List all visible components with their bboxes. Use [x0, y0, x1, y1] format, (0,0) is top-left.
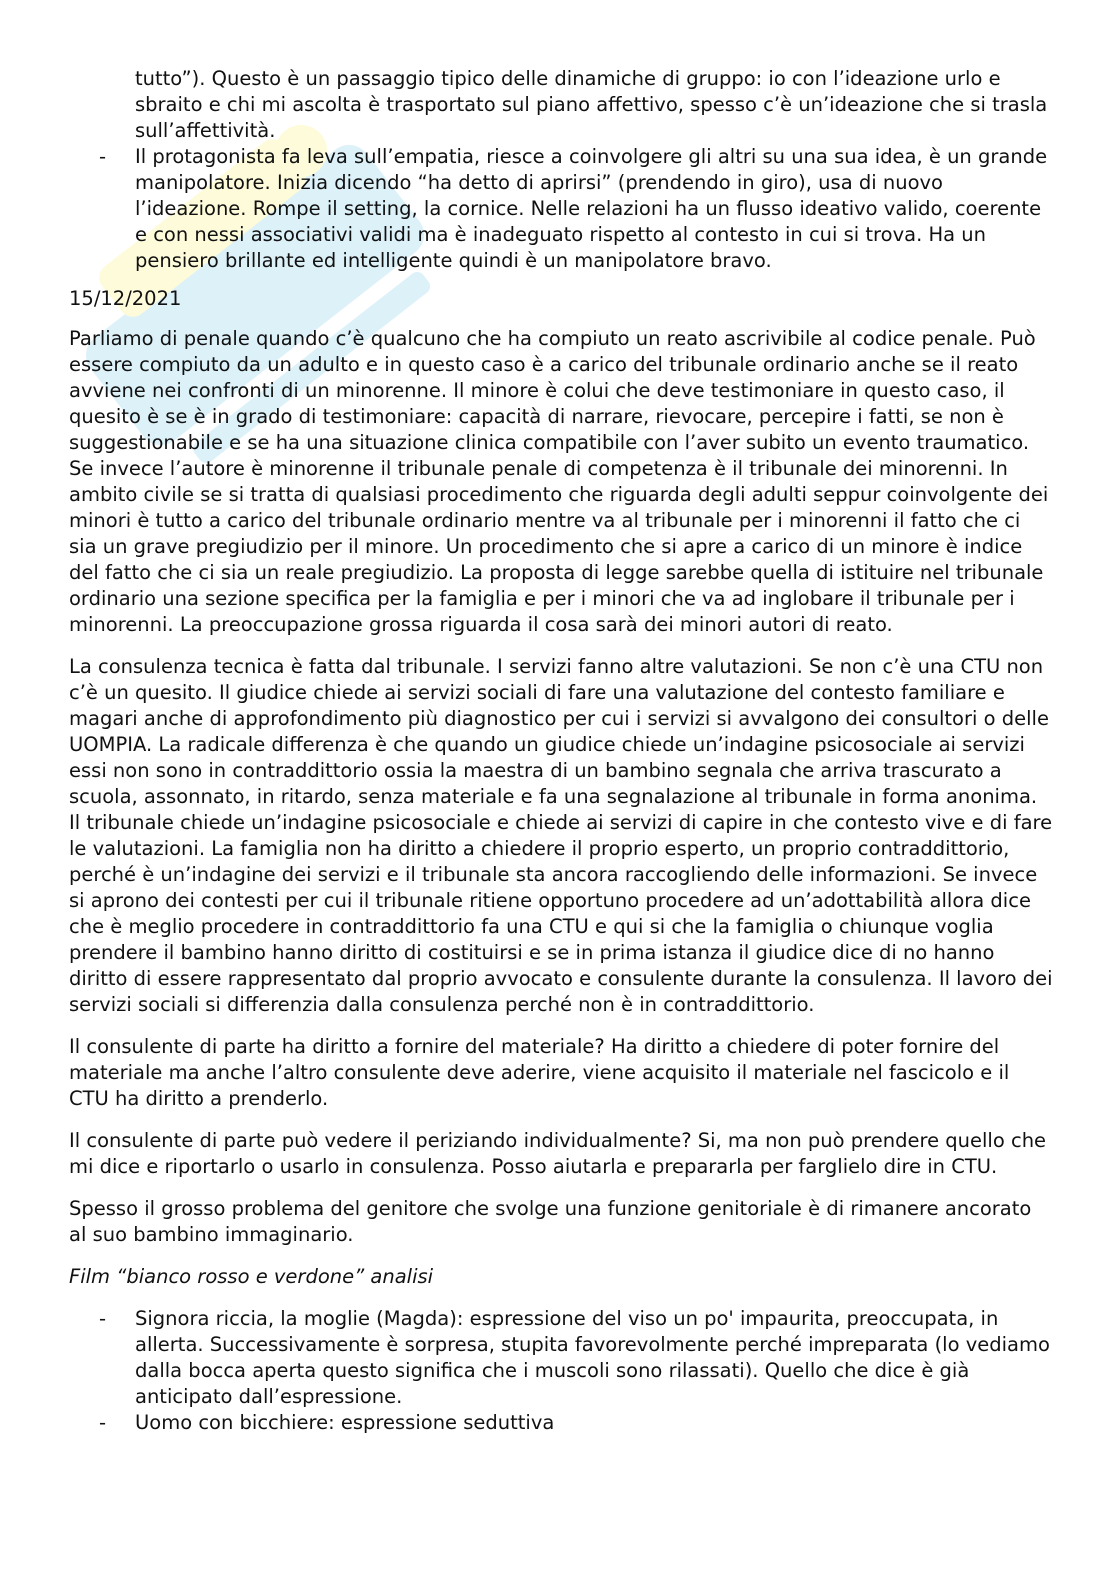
- bullet-marker: -: [99, 1411, 107, 1434]
- list-item: [69, 1410, 1054, 1436]
- lecture-date: 15/12/2021: [69, 287, 182, 310]
- paragraph: La consulenza tecnica è fatta dal tribunale. I servizi fanno altre valutazioni. Se non c’è una CTU non c’è un quesito. Il giudice chiede ai servizi sociali di fare una valutazione del contesto familiare e magari anche di approfondimento più diagnostico per cui i servizi si avvalgono dei consultori o delle UOMPIA. La radicale differenza è che quando un giudice chiede un’indagine psicosociale ai servizi essi non sono in contraddittorio ossia la maestra di un bambino segnala che arriva trascurato a scuola, assonnato, in ritardo, senza materiale e fa una segnalazione al tribunale in forma anonima. Il tribunale chiede un’indagine psicosociale e chiede ai servizi di capire in che contesto vive e di fare le valutazioni. La famiglia non ha diritto a chiedere il proprio esperto, un proprio contraddittorio, perché è un’indagine dei servizi e il tribunale sta ancora raccogliendo delle informazioni. Se invece si aprono dei contesti per cui il tribunale ritiene opportuno procedere ad un’adottabilità allora dice che è meglio procedere in contraddittorio fa una CTU e qui si che la famiglia o chiunque voglia prendere il bambino hanno diritto di costituirsi e se in prima istanza il giudice dice di no hanno diritto di essere rappresentato dal proprio avvocato e consulente durante la consulenza. Il lavoro dei servizi sociali si differenzia dalla consulenza perché non è in contraddittorio.: [69, 655, 1053, 1016]
- bullet-marker: -: [99, 1307, 107, 1330]
- list-item: [69, 1306, 1054, 1410]
- bullet-text: Il protagonista fa leva sull’empatia, riesce a coinvolgere gli altri su una sua idea, è un grande manipolatore. Inizia dicendo “ha detto di aprirsi” (prendendo in giro), usa di nuovo l’ideazione. Rompe il setting, la cornice. Nelle relazioni ha un flusso ideativo valido, coerente e con nessi associativi validi ma è inadeguato rispetto al contesto in cui si trova. Ha un pensiero brillante ed intelligente quindi è un manipolatore bravo.: [135, 145, 1048, 272]
- paragraph: Parliamo di penale quando c’è qualcuno che ha compiuto un reato ascrivibile al codice penale. Può essere compiuto da un adulto e in questo caso è a carico del tribunale ordinario anche se il reato avviene nei confronti di un minorenne. Il minore è colui che deve testimoniare in questo caso, il quesito è se è in grado di testimoniare: capacità di narrare, rievocare, percepire i fatti, se non è suggestionabile e se ha una situazione clinica compatibile con l’aver subito un evento traumatico. Se invece l’autore è minorenne il tribunale penale di competenza è il tribunale dei minorenni. In ambito civile se si tratta di qualsiasi procedimento che riguarda degli adulti seppur coinvolgente dei minori è tutto a carico del tribunale ordinario mentre va al tribunale per i minorenni il fatto che ci sia un grave pregiudizio per il minore. Un procedimento che si apre a carico di un minore è indice del fatto che ci sia un reale pregiudizio. La proposta di legge sarebbe quella di istituire nel tribunale ordinario una sezione specifica per la famiglia e per i minori che va ad inglobare il tribunale per i minorenni. La preoccupazione grossa riguarda il cosa sarà dei minori autori di reato.: [69, 327, 1049, 636]
- document-body: [69, 66, 1054, 1436]
- film-section-title: Film “bianco rosso e verdone” analisi: [69, 1265, 434, 1288]
- paragraph: Spesso il grosso problema del genitore che svolge una funzione genitoriale è di rimanere ancorato al suo bambino immaginario.: [69, 1197, 1032, 1246]
- bullet-marker: -: [99, 145, 107, 168]
- bullet-text: Uomo con bicchiere: espressione seduttiva: [135, 1411, 555, 1434]
- intro-continuation: tutto”). Questo è un passaggio tipico delle dinamiche di gruppo: io con l’ideazione urlo e sbraito e chi mi ascolta è trasportato sul piano affettivo, spesso c’è un’ideazione che si trasla sull’affettività.: [135, 67, 1048, 142]
- paragraph: Il consulente di parte ha diritto a fornire del materiale? Ha diritto a chiedere di poter fornire del materiale ma anche l’altro consulente deve aderire, viene acquisito il materiale nel fascicolo e il CTU ha diritto a prenderlo.: [69, 1035, 1010, 1110]
- film-bullet-list: [69, 1306, 1054, 1436]
- list-item: [69, 144, 1054, 274]
- bullet-text: Signora riccia, la moglie (Magda): espressione del viso un po' impaurita, preoccupata, in allerta. Successivamente è sorpresa, stupita favorevolmente perché impreparata (lo vediamo dalla bocca aperta questo significa che i muscoli sono rilassati). Quello che dice è già anticipato dall’espressione.: [135, 1307, 1050, 1408]
- first-bullet-list: [69, 144, 1054, 274]
- paragraph: Il consulente di parte può vedere il periziando individualmente? Si, ma non può prendere quello che mi dice e riportarlo o usarlo in consulenza. Posso aiutarla e prepararla per farglielo dire in CTU.: [69, 1129, 1047, 1178]
